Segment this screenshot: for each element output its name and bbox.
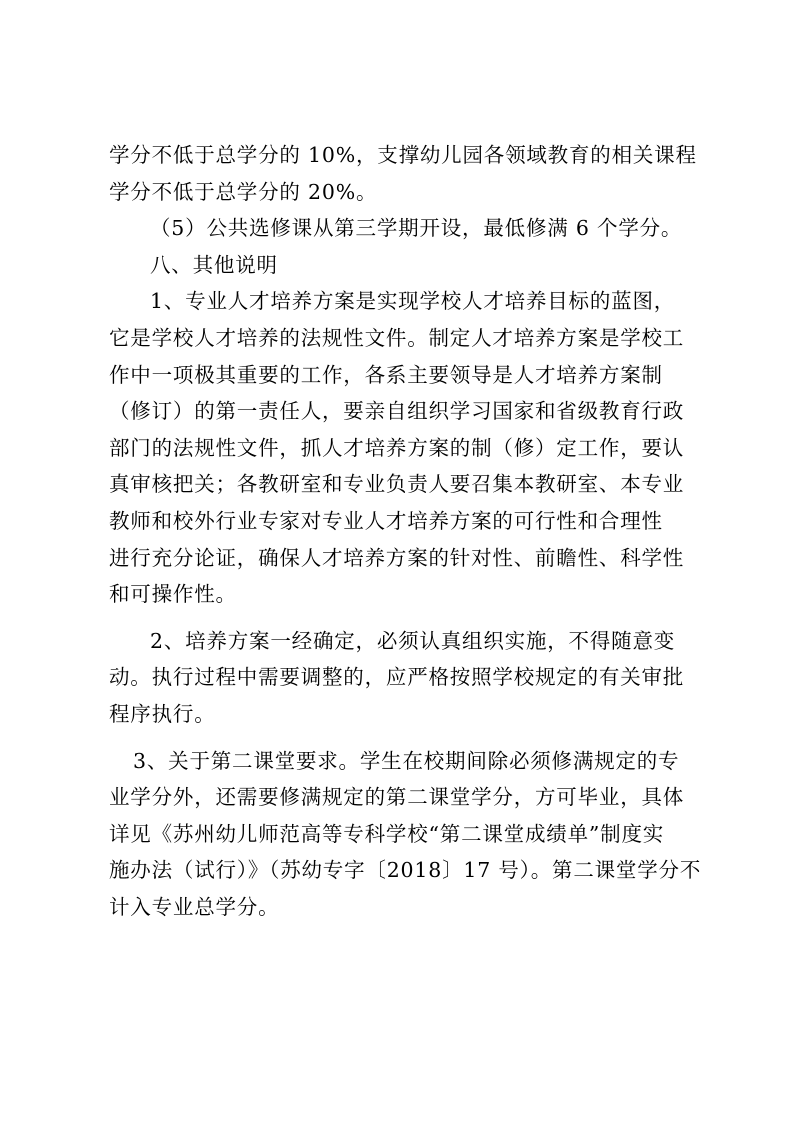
text-line: 真审核把关；各教研室和专业负责人要召集本教研室、本专业 — [109, 472, 685, 497]
text-line: （修订）的第一责任人，要亲自组织学习国家和省级教育行政 — [109, 399, 685, 424]
text-line: 学分不低于总学分的 10%，支撑幼儿园各领域教育的相关课程 — [109, 143, 697, 167]
text-line: 详见《苏州幼儿师范高等专科学校“第二课堂成绩单”制度实 — [109, 821, 665, 846]
text-line: 计入专业总学分。 — [109, 894, 280, 919]
section-heading: 八、其他说明 — [150, 252, 278, 277]
text-line: 业学分外，还需要修满规定的第二课堂学分，方可毕业，具体 — [109, 785, 685, 810]
text-line: 和可操作性。 — [109, 582, 237, 607]
text-line: 施办法（试行）》（苏幼专字〔2018〕17 号）。第二课堂学分不 — [109, 858, 702, 883]
text-line: 部门的法规性文件，抓人才培养方案的制（修）定工作，要认 — [109, 435, 685, 460]
text-line: 进行充分论证，确保人才培养方案的针对性、前瞻性、科学性 — [109, 545, 685, 570]
text-line: 它是学校人才培养的法规性文件。制定人才培养方案是学校工 — [109, 325, 685, 350]
text-line: 作中一项极其重要的工作，各系主要领导是人才培养方案制 — [109, 362, 663, 387]
text-line: 程序执行。 — [109, 701, 216, 726]
text-line: 2、培养方案一经确定，必须认真组织实施，不得随意变 — [150, 628, 676, 653]
text-line: 教师和校外行业专家对专业人才培养方案的可行性和合理性 — [109, 508, 663, 533]
text-line: （5）公共选修课从第三学期开设，最低修满 6 个学分。 — [150, 216, 683, 241]
text-line: 学分不低于总学分的 20%。 — [109, 179, 378, 204]
text-line: 动。执行过程中需要调整的，应严格按照学校规定的有关审批 — [109, 665, 685, 690]
document-body — [109, 137, 702, 925]
text-line: 3、关于第二课堂要求。学生在校期间除必须修满规定的专 — [133, 748, 680, 773]
text-line: 1、专业人才培养方案是实现学校人才培养目标的蓝图， — [150, 289, 676, 314]
